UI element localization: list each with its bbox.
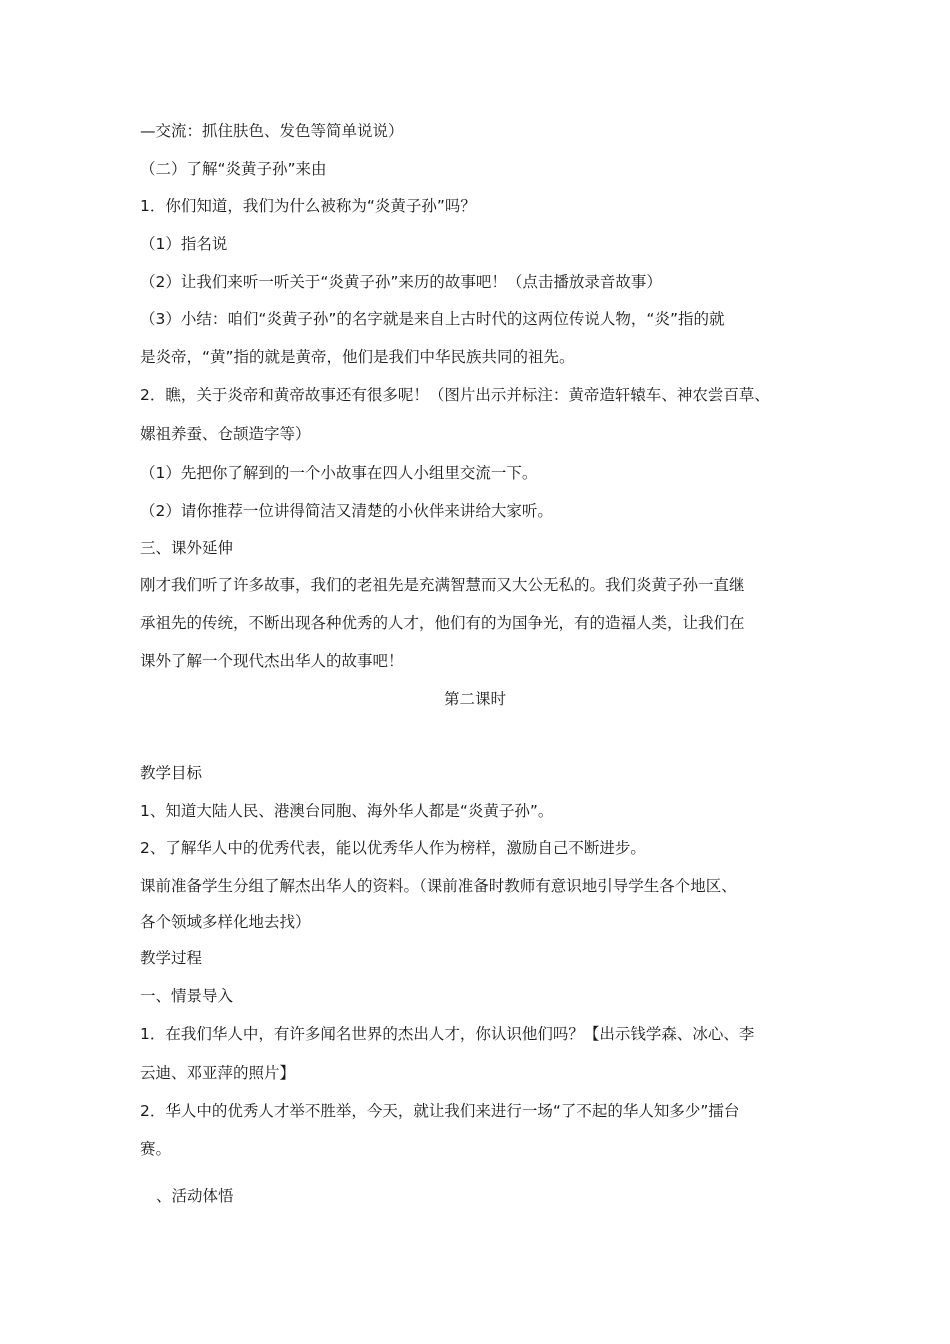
text-line-4: （1）指名说 (140, 235, 228, 253)
text-line-14: 承祖先的传统，不断出现各种优秀的人才，他们有的为国争光，有的造福人类，让我们在 (140, 614, 745, 632)
section-heading-activity: 、活动体悟 (156, 1187, 234, 1205)
text-line-19: 2、了解华人中的优秀代表，能以优秀华人作为榜样，激励自己不断进步。 (140, 839, 646, 857)
text-line-10: （1）先把你了解到的一个小故事在四人小组里交流一下。 (140, 464, 538, 482)
text-line-9: 嫘祖养蚕、仓颉造字等） (140, 425, 311, 443)
text-line-21: 各个领域多样化地去找） (140, 913, 311, 931)
heading-teaching-goals: 教学目标 (140, 764, 203, 782)
text-line-25: 云迪、邓亚萍的照片】 (140, 1064, 296, 1082)
heading-teaching-process: 教学过程 (140, 949, 203, 967)
section-heading-extension: 三、课外延伸 (140, 539, 234, 557)
text-line-20: 课前准备学生分组了解杰出华人的资料。（课前准备时教师有意识地引导学生各个地区、 (140, 877, 737, 895)
text-line-27: 赛。 (140, 1140, 172, 1158)
text-line-18: 1、知道大陆人民、港澳台同胞、海外华人都是“炎黄子孙”。 (140, 802, 554, 820)
text-line-6: （3）小结：咱们“炎黄子孙”的名字就是来自上古时代的这两位传说人物，“炎”指的就 (140, 310, 725, 328)
text-line-5: （2）让我们来听一听关于“炎黄子孙”来历的故事吧！（点击播放录音故事） (140, 273, 662, 291)
section-heading-intro: 一、情景导入 (140, 987, 234, 1005)
text-line-24: 1．在我们华人中，有许多闻名世界的杰出人才，你认识他们吗？【出示钱学森、冰心、李 (140, 1025, 755, 1043)
text-line-8: 2．瞧，关于炎帝和黄帝故事还有很多呢！（图片出示并标注：黄帝造轩辕车、神农尝百草、 (140, 386, 770, 404)
text-line-13: 刚才我们听了许多故事，我们的老祖先是充满智慧而又大公无私的。我们炎黄子孙一直继 (140, 576, 745, 594)
text-line-3: 1．你们知道，我们为什么被称为“炎黄子孙”吗？ (140, 197, 476, 215)
lesson-title: 第二课时 (443, 690, 506, 708)
text-line-7: 是炎帝，“黄”指的就是黄帝，他们是我们中华民族共同的祖先。 (140, 348, 575, 366)
text-line-1: —交流：抓住肤色、发色等简单说说） (140, 122, 404, 140)
text-line-26: 2．华人中的优秀人才举不胜举，今天，就让我们来进行一场“了不起的华人知多少”擂台 (140, 1102, 740, 1120)
text-line-11: （2）请你推荐一位讲得简洁又清楚的小伙伴来讲给大家听。 (140, 502, 553, 520)
text-line-15: 课外了解一个现代杰出华人的故事吧！ (140, 652, 404, 670)
text-line-2: （二）了解“炎黄子孙”来由 (140, 160, 327, 178)
